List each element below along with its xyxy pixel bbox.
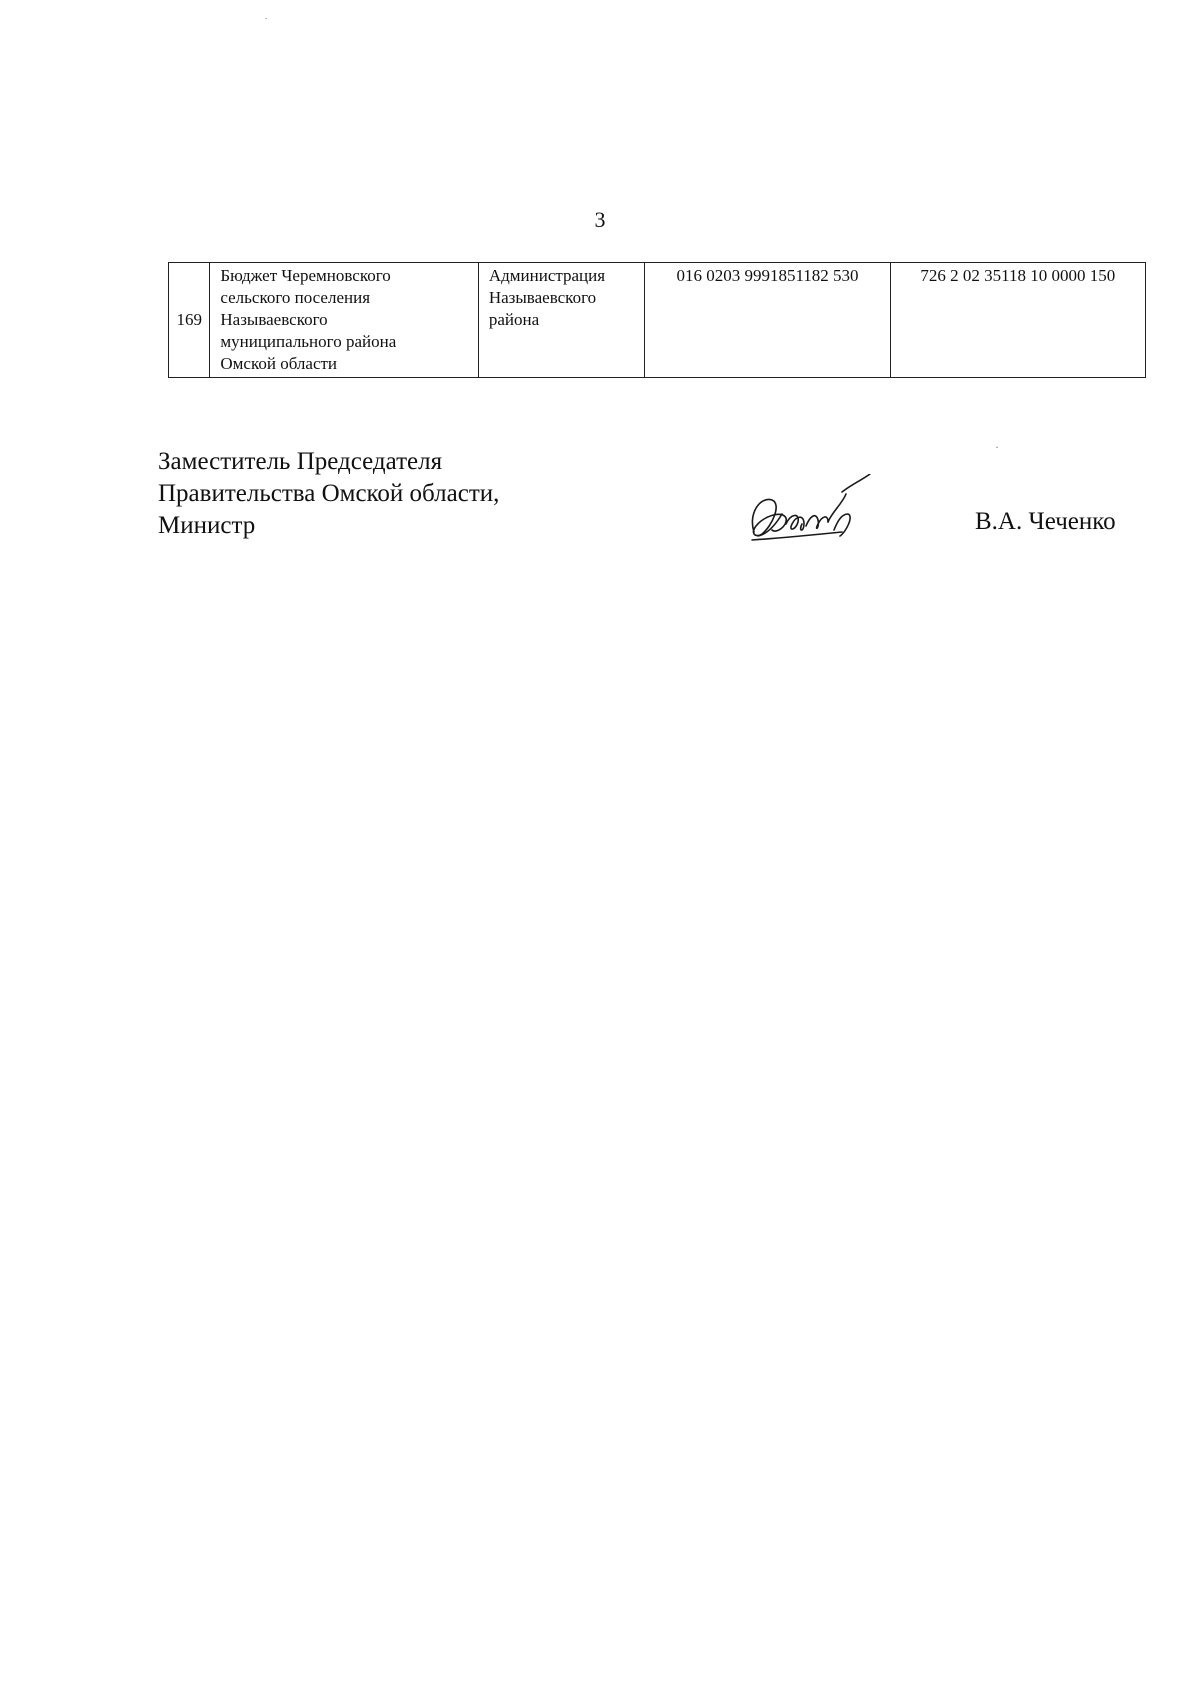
position-line: Заместитель Председателя (158, 448, 443, 475)
scan-speck (265, 18, 267, 19)
table-row (169, 263, 1146, 378)
page-number: 3 (594, 207, 606, 232)
registry-table (168, 262, 1146, 378)
revenue-code: 726 2 02 35118 10 0000 150 (890, 263, 1145, 378)
handwritten-signature (742, 474, 882, 554)
signatory-position (158, 446, 499, 542)
account-code: 016 0203 9991851182 530 (645, 263, 890, 378)
scan-mark: · (995, 440, 999, 454)
administrator-name: Администрация Называевского района (478, 263, 645, 378)
row-number: 169 (169, 263, 210, 378)
position-line: Правительства Омской области, (158, 480, 500, 507)
budget-name: Бюджет Черемновского сельского поселения Называевского муниципального района Омской области (210, 263, 478, 378)
position-line: Министр (158, 512, 256, 539)
signatory-name: В.А. Чеченко (975, 508, 1116, 535)
